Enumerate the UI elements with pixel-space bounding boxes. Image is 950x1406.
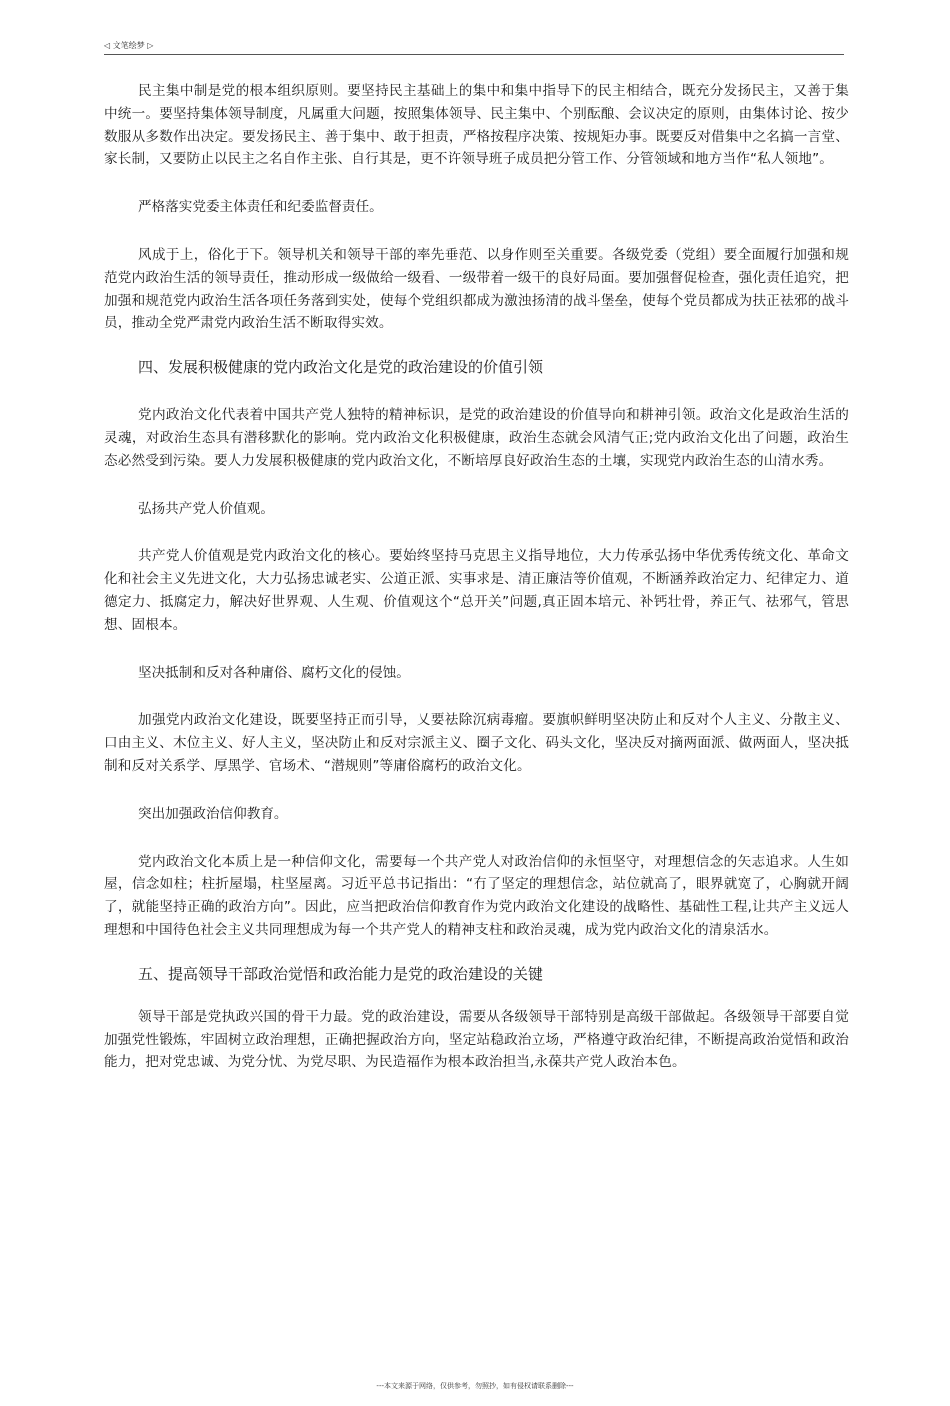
section-heading-4: 四、发展积极健康的党内政治文化是党的政治建设的价值引领	[138, 358, 544, 377]
paragraph-resist-decadent-culture: 加强党内政治文化建设，既要坚持正而引导，乂要祛除沉病毒瘤。要旗帜鲜明坚决防止和反对个人主义、分散主义、口由主义、木位主义、好人主义，坚决防止和反对宗派主义、圈子文化、码头文化，坚决反对摘两面派、做两面人，坚决抵制和反对关系学、厚黑学、官场术、“潜规则”等庸俗腐朽的政治文化。	[104, 712, 849, 774]
paragraph-party-values: 共产党人价值观是党内政治文化的核心。要始终坚持马克思主义指导地位，大力传承弘扬中华优秀传统文化、革命文化和社会主义先进文化，大力弘扬忠诚老实、公道正派、实事求是、清正廉洁等价值观，不断涵养政治定力、纪律定力、道德定力、抵腐定力，解决好世界观、人生观、价值观这个“总开关”问题,真正固本培元、补钙壮骨，养正气、祛邪气，管思想、固根本。	[104, 548, 849, 633]
paragraph-values-title: 弘扬共产党人价值观。	[138, 500, 274, 517]
header-brand: 文笔绘梦	[112, 41, 145, 50]
paragraph-faith-title: 突出加强政治信仰教育。	[138, 805, 288, 822]
header-divider	[104, 54, 844, 55]
paragraph-political-culture: 党内政治文化代表着中国共产党人独特的精神标识，是党的政治建设的价值导向和耕神引领。政治文化是政治生活的灵魂，对政治生态具有潜移默化的影响。党内政治文化积极健康，政治生态就会风清气正;党内政治文化出了问题，政治生态必然受到污染。要人力发展积极健康的党内政治文化，不断培厚良好政治生态的土壤，实现党内政治生态的山清水秀。	[104, 407, 849, 469]
page-header	[104, 39, 844, 55]
page-footer: ---本文来源于网络，仅供参考，勿照抄，如有侵权请联系删除---	[376, 1382, 574, 1390]
paragraph-faith-education: 党内政治文化本质上是一种信仰文化，需要每一个共产党人对政治信仰的永恒坚守，对理想信念的矢志追求。人生如屋，信念如柱；柱折屋塌，柱坚屋离。习近平总书记指出：“冇了坚定的理想信念，站位就高了，眼界就宽了，心胸就开阔了，就能坚持正确的政治方向”。因此，应当把政治信仰教育作为党内政治文化建设的战略性、基础性工程,让共产主义远人理想和中国待色社会主义共同理想成为每一个共产党人的精神支柱和政治灵魂，成为党内政治文化的清泉活水。	[104, 853, 849, 938]
right-triangle-icon: ▷	[147, 41, 154, 50]
left-triangle-icon: ◁	[104, 41, 111, 50]
section-heading-5: 五、提高领导干部政治觉悟和政治能力是党的政治建设的关键	[138, 964, 544, 983]
paragraph-resist-title: 坚决抵制和反对各种庸俗、腐朽文化的侵蚀。	[138, 664, 410, 681]
paragraph-responsibility-title: 严格落实党委主体责任和纪委监督责任。	[138, 199, 383, 216]
document-body	[104, 80, 849, 1074]
paragraph-democratic-centralism: 民主集中制是党的根本组织原则。要坚持民主基础上的集中和集中指导下的民主相结合，既充分发扬民主，又善于集中统一。要坚持集体领导制度，凡属重大问题，按照集体领导、民主集中、个别酝酿、会议决定的原则，由集体讨论、按少数服从多数作出决定。要发扬民主、善于集中、敢于担责，严格按程序决策、按规矩办事。既要反对借集中之名搞一言堂、家长制，又要防止以民主之名自作主张、自行其是，更不许领导班子成员把分管工作、分管领域和地方当作“私人领地”。	[104, 83, 849, 168]
paragraph-leading-cadres: 领导干部是党执政兴国的骨干力最。党的政治建设，需要从各级领导干部特别是高级干部做起。各级领导干部要自觉加强党性锻炼，牢固树立政治理想，正确把握政治方向，坚定站稳政治立场，严格遵守政治纪律，不断提高政治觉悟和政治能力，把对党忠诚、为党分忧、为党尽职、为民造福作为根本政治担当,永葆共产党人政治本色。	[104, 1008, 849, 1071]
paragraph-leadership-example: 风成于上，俗化于下。领导机关和领导干部的率先垂范、以身作则至关重要。各级党委（党组）要全面履行加强和规范党内政治生活的领导责任，推动形成一级做给一级看、一级带着一级干的良好局面。要加强督促检查，强化责任追究，把加强和规范党内政治生活各项任务落到实处，使每个党组织都成为激浊扬清的战斗堡垒，使每个党员都成为扶正祛邪的战斗员，推动全党严肃党内政治生活不断取得实效。	[104, 246, 849, 332]
